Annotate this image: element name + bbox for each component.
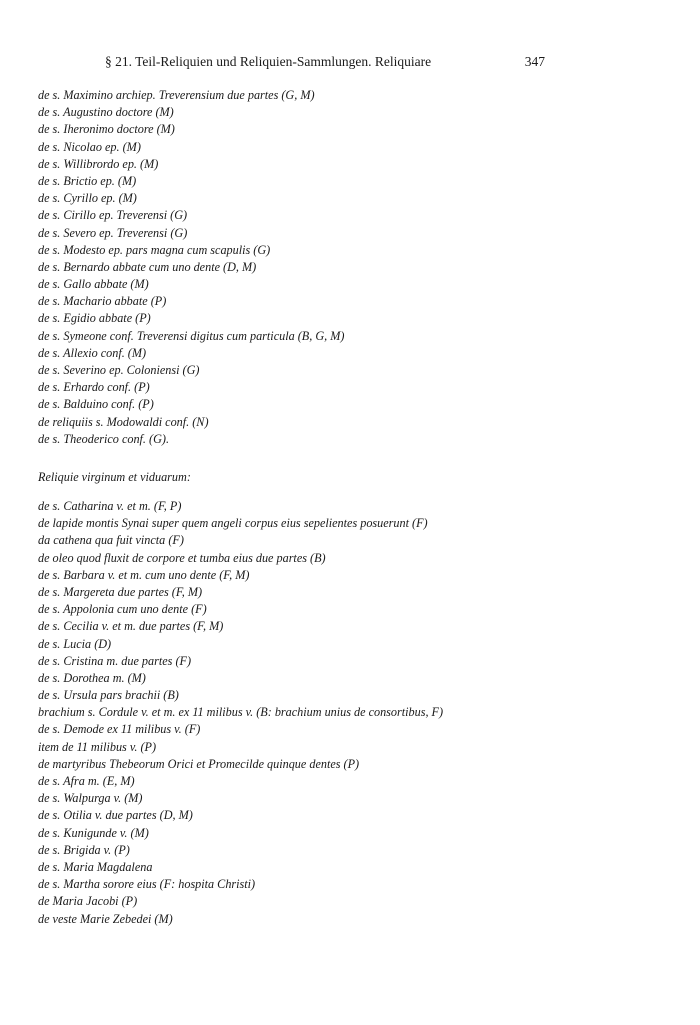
relic-entry: de s. Cirillo ep. Treverensi (G): [38, 208, 188, 223]
relic-entry: item de 11 milibus v. (P): [38, 739, 157, 754]
relic-entry: de s. Otilia v. due partes (D, M): [38, 808, 193, 823]
relic-entry: de s. Demode ex 11 milibus v. (F): [38, 722, 201, 737]
relic-entry: de s. Theoderico conf. (G).: [38, 431, 169, 446]
relic-entry: brachium s. Cordule v. et m. ex 11 milibus v. (B: brachium unius de consortibus, F): [38, 705, 444, 720]
relic-entry: de s. Egidio abbate (P): [38, 311, 151, 326]
relic-entry: de s. Ursula pars brachii (B): [38, 688, 179, 703]
relic-entry: de martyribus Thebeorum Orici et Promecilde quinque dentes (P): [38, 756, 360, 771]
relic-entry: de s. Dorothea m. (M): [38, 670, 146, 685]
relic-entry: de s. Augustino doctore (M): [38, 105, 174, 120]
relic-entry: de s. Walpurga v. (M): [38, 791, 143, 806]
relic-entry: de s. Iheronimo doctore (M): [38, 122, 175, 137]
relic-entry: de s. Allexio conf. (M): [38, 345, 147, 360]
relic-entry: de s. Kunigunde v. (M): [38, 825, 149, 840]
relic-entry: de s. Appolonia cum uno dente (F): [38, 602, 207, 617]
section-heading-virgins-widows: Reliquie virginum et viduarum:: [38, 470, 191, 484]
relic-entry: de s. Machario abbate (P): [38, 294, 167, 309]
relic-entry: de s. Severino ep. Coloniensi (G): [38, 363, 200, 377]
running-head: [105, 54, 545, 70]
relic-entry: de s. Catharina v. et m. (F, P): [38, 499, 182, 513]
page-number: 347: [524, 54, 545, 69]
running-head-title: § 21. Teil-Reliquien und Reliquien-Sammlungen. Reliquiare: [105, 54, 432, 69]
relic-entry: da cathena qua fuit vincta (F): [38, 533, 184, 548]
relic-entry: de s. Cristina m. due partes (F): [38, 653, 192, 668]
relic-entry: de s. Brictio ep. (M): [38, 173, 137, 188]
relic-entry: de s. Maximino archiep. Treverensium due partes (G, M): [38, 88, 315, 102]
relic-entry: de s. Nicolao ep. (M): [38, 139, 141, 154]
relic-entry: de oleo quod fluxit de corpore et tumba eius due partes (B): [38, 550, 326, 565]
relic-entry: de s. Severo ep. Treverensi (G): [38, 225, 188, 240]
relic-entry: de veste Marie Zebedei (M): [38, 911, 173, 926]
relic-entry: de s. Balduino conf. (P): [38, 397, 154, 412]
relic-entry: de s. Afra m. (E, M): [38, 774, 135, 788]
relic-entry: de s. Brigida v. (P): [38, 842, 130, 857]
relic-entry: de s. Cyrillo ep. (M): [38, 191, 137, 206]
relic-entry: de s. Maria Magdalena: [38, 859, 153, 874]
relic-list-confessors: [38, 87, 678, 448]
relic-entry: de s. Barbara v. et m. cum uno dente (F, M): [38, 567, 250, 582]
relic-list-virgins-widows: [38, 498, 678, 928]
relic-entry: de lapide montis Synai super quem angeli corpus eius sepelientes posuerunt (F): [38, 516, 428, 531]
relic-entry: de s. Martha sorore eius (F: hospita Christi): [38, 877, 256, 892]
relic-entry: de s. Cecilia v. et m. due partes (F, M): [38, 619, 224, 634]
relic-entry: de reliquiis s. Modowaldi conf. (N): [38, 414, 209, 429]
relic-entry: de s. Lucia (D): [38, 636, 112, 651]
relic-entry: de s. Gallo abbate (M): [38, 277, 149, 292]
relic-entry: de Maria Jacobi (P): [38, 894, 138, 909]
relic-entry: de s. Symeone conf. Treverensi digitus cum particula (B, G, M): [38, 328, 345, 343]
relic-entry: de s. Margereta due partes (F, M): [38, 584, 203, 599]
relic-entry: de s. Modesto ep. pars magna cum scapulis (G): [38, 242, 271, 257]
relic-entry: de s. Erhardo conf. (P): [38, 380, 150, 395]
relic-entry: de s. Willibrordo ep. (M): [38, 156, 159, 171]
relic-entry: de s. Bernardo abbate cum uno dente (D, M): [38, 259, 257, 274]
